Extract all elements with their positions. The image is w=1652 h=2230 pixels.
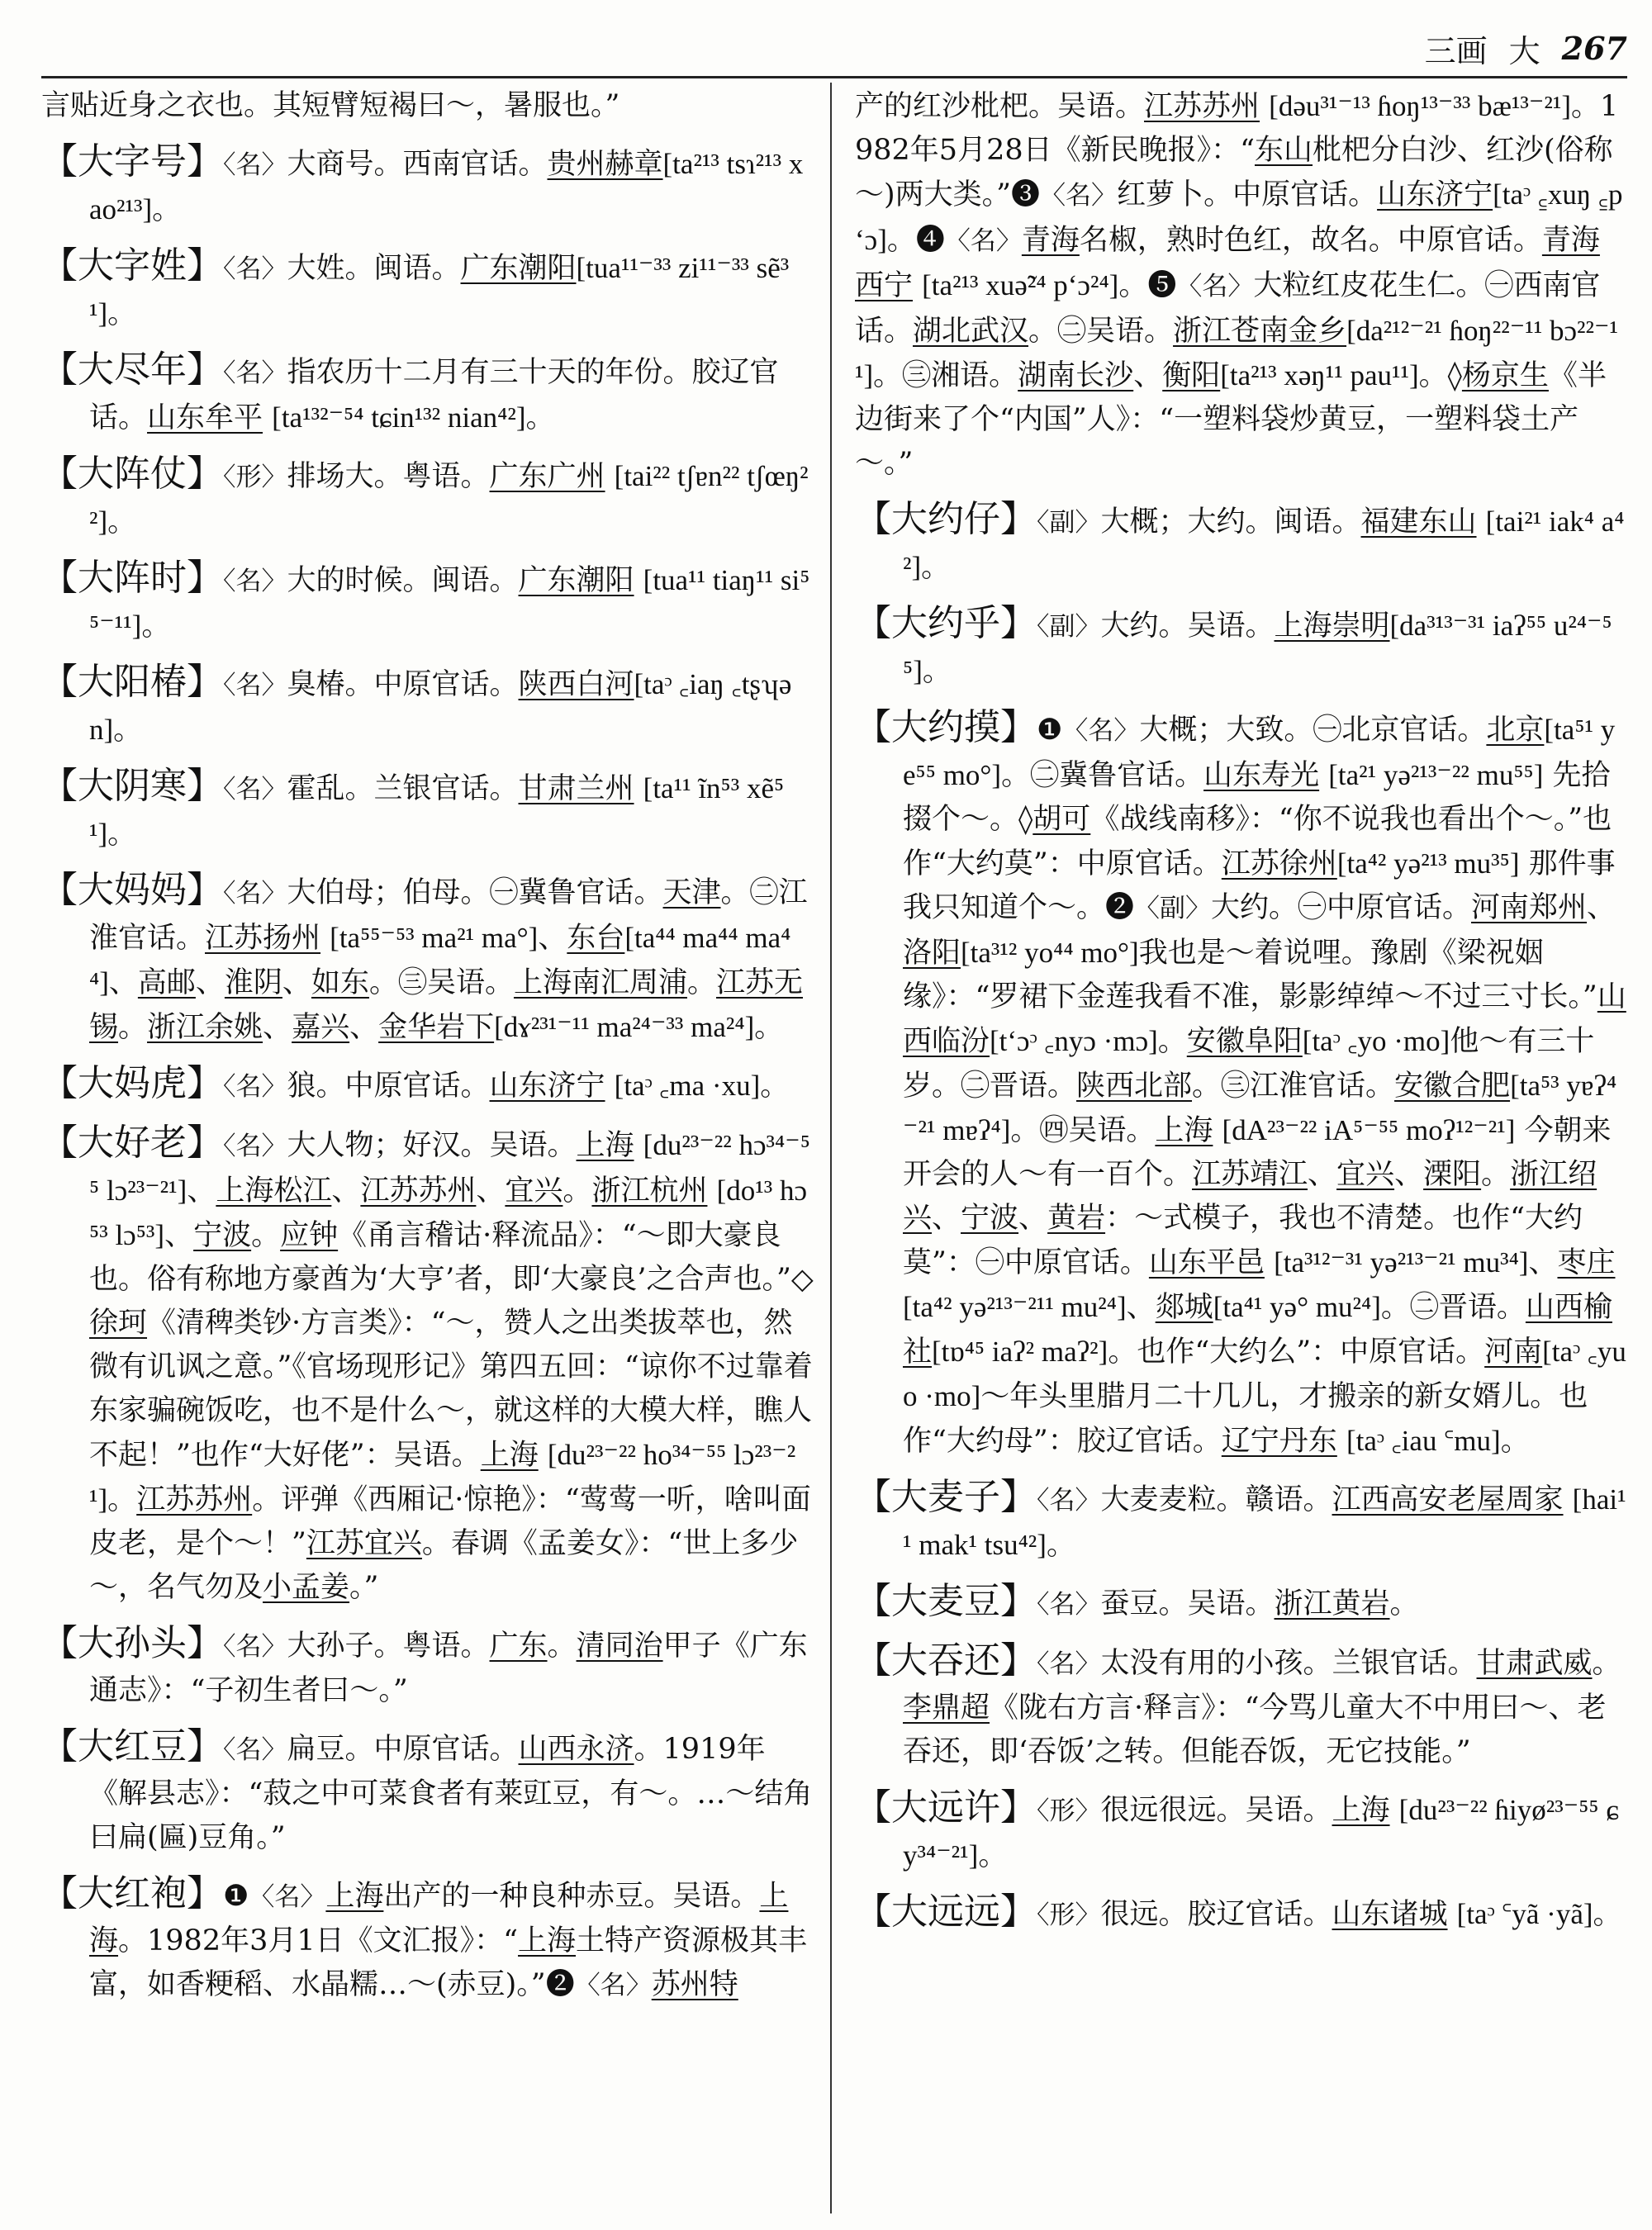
dictionary-entry: 【大吞还】〈名〉太没有用的小孩。兰银官话。甘肃武威。李鼎超《陇右方言·释言》：“今骂儿童大不中用曰～、老吞还，即‘吞饭’之转。但能吞饭，无它技能。” [855,1639,1621,1768]
place-name: 上海 [518,1924,577,1957]
place-name: 嘉兴 [292,1011,350,1044]
part-of-speech: 〈名〉 [223,1132,287,1161]
pronunciation: [ta⁴⁴ ma⁴⁴ ma⁴⁴] [89,922,791,999]
part-of-speech: 〈名〉 [223,150,287,180]
place-name: 溧阳 [1423,1158,1482,1191]
place-name: 山东牟平 [147,401,263,434]
pronunciation: [tʻɔᵓ ꜀nyɔ ·mɔ] [990,1025,1158,1057]
place-name: 东台 [567,922,625,955]
entry-headword: 【大阵时】 [41,557,223,599]
part-of-speech: 〈名〉 [223,1072,287,1102]
part-of-speech: 〈名〉 [223,254,287,284]
entry-headword: 【大妈虎】 [41,1062,223,1104]
place-name: 宁波 [961,1202,1019,1235]
entry-headword: 【大吞还】 [855,1639,1037,1682]
dictionary-entry: 【大阴寒】〈名〉霍乱。兰银官话。甘肃兰州 [ta¹¹ ĩn⁵³ xẽ⁵¹]。 [41,765,785,851]
part-of-speech: 〈副〉 [1037,612,1101,642]
place-name: 江苏宜兴 [306,1527,422,1560]
dictionary-entry: 【大远远】〈形〉很远。胶辽官话。山东诸城 [taᵓ ꜂yã ·yã]。 [855,1891,1622,1933]
place-name: 江苏苏州 [136,1483,253,1516]
place-name: 上海 [325,1880,384,1913]
entry-headword: 【大约仔】 [855,498,1037,540]
dictionary-entry: 【大约乎】〈副〉大约。吴语。上海崇明[da³¹³⁻³¹ iaʔ⁵⁵ u²⁴⁻⁵⁵]。 [855,602,1612,688]
pronunciation: [taᵓ ꜀iaŋ ꜀tʂʮən] [89,668,792,746]
pronunciation: [ta²¹³ xəŋ¹¹ pau¹¹] [1220,359,1419,391]
place-name: 广东潮阳 [518,564,634,597]
place-name: 金华岩下 [378,1011,495,1044]
place-name: 安徽合肥 [1394,1070,1511,1103]
place-name: 宜兴 [505,1174,563,1208]
column-divider [830,83,832,2213]
place-name: 江苏苏州 [360,1174,477,1208]
pronunciation: [da²¹²⁻²¹ ɦoŋ²²⁻¹¹ bɔ²²⁻¹¹] [855,315,1618,391]
place-name: 上海 [480,1439,539,1472]
page-header [1338,23,1627,73]
dictionary-entry: 【大红袍】❶〈名〉上海出产的一种良种赤豆。吴语。上海。1982年3月1日《文汇报》：“上海土特产资源极其丰富，如香粳稻、水晶糯…～(赤豆)。”❷〈名〉苏州特 [41,1872,808,2001]
pronunciation: [tua¹¹ tiaŋ¹¹ si⁵⁵⁻¹¹] [89,564,810,642]
dictionary-entry: 【大孙头】〈名〉大孙子。粤语。广东。清同治甲子《广东通志》：“子初生者曰～。” [41,1622,808,1707]
part-of-speech: 〈名〉 [1037,1486,1101,1516]
place-name: 山东济宁 [1377,178,1493,211]
place-name: 广东广州 [489,460,605,493]
place-name: 宜兴 [1336,1158,1395,1191]
pronunciation: [taᵓ ꜀iau ꜂mu] [1346,1425,1501,1457]
entry-headword: 【大远远】 [855,1891,1037,1933]
part-of-speech: 〈名〉 [1062,716,1140,746]
header-rule [41,76,1627,78]
pronunciation: [ta²¹³ xuə̃²⁴ pʻɔ²⁴] [922,269,1119,301]
place-name: 上海 [89,1880,789,1957]
right-column [855,84,1627,1949]
place-name: 浙江绍兴 [903,1158,1597,1235]
pronunciation: [ta⁵³ yɐʔ⁴⁻²¹ mɐʔ⁴] [903,1070,1617,1146]
pronunciation: [dɤ²³¹⁻¹¹ ma²⁴⁻³³ ma²⁴] [494,1011,755,1043]
dictionary-entry: 【大阵时】〈名〉大的时候。闽语。广东潮阳 [tua¹¹ tiaŋ¹¹ si⁵⁵⁻¹¹]。 [41,557,810,643]
pronunciation: [du²³⁻²² hɔ³⁴⁻⁵⁵ lɔ²³⁻²¹] [89,1129,810,1207]
entry-headword: 【大尽年】 [41,349,223,391]
dictionary-entry: 产的红沙枇杷。吴语。江苏苏州 [dəu³¹⁻¹³ ɦoŋ¹³⁻³³ bæ¹³⁻²¹]。1982年5月28日《新民晚报》：“东山枇杷分白沙、红沙(俗称～)两大类。”❸〈名〉红萝卜。中原官话。山东济宁[taᵓ ꜁xuŋ ꜁pʻɔ]。❹〈名〉青海名椒，熟时色红，故名。中原官话。青海西宁 [ta²¹³ xuə̃²⁴ pʻɔ²⁴]。❺〈名〉大粒红皮花生仁。㊀西南官话。湖北武汉。㊁吴语。浙江苍南金乡[da²¹²⁻²¹ ɦoŋ²²⁻¹¹ bɔ²²⁻¹¹]。㊂湘语。湖南长沙、衡阳[ta²¹³ xəŋ¹¹ pau¹¹]。◊杨京生《半边街来了个“内国”人》：“一塑料袋炒黄豆，一塑料袋土产～。” [855,90,1623,480]
place-name: 浙江杭州 [591,1174,708,1208]
place-name: 胡可 [1032,803,1091,836]
place-name: 青海 [1021,224,1080,257]
dictionary-entry: 【大约仔】〈副〉大概；大约。闽语。福建东山 [tai²¹ iak⁴ a⁴²]。 [855,498,1625,584]
place-name: 山东济宁 [489,1070,605,1103]
place-name: 甘肃武威 [1476,1647,1593,1680]
entry-headword: 【大远许】 [855,1786,1037,1829]
place-name: 陕西北部 [1076,1070,1193,1103]
place-name: 浙江余姚 [147,1011,263,1044]
dictionary-entry: 【大字号】〈名〉大商号。西南官话。贵州赫章[ta²¹³ tsɿ²¹³ xao²¹³]。 [41,140,804,226]
place-name: 青海西宁 [855,224,1600,302]
place-name: 清同治 [576,1630,663,1663]
entry-headword: 【大约摸】 [855,706,1037,748]
place-name: 江苏徐州 [1221,847,1337,880]
part-of-speech: 〈名〉 [223,775,287,804]
place-name: 山东诸城 [1332,1898,1448,1931]
place-name: 东山 [1255,134,1313,167]
pronunciation: [ta¹¹ ĩn⁵³ xẽ⁵¹] [89,772,785,850]
pronunciation: [da³¹³⁻³¹ iaʔ⁵⁵ u²⁴⁻⁵⁵] [903,610,1612,687]
pronunciation: [tai²² tʃɐn²² tʃœŋ²²] [89,460,809,538]
pronunciation: [hai¹¹ mak¹ tsu⁴²] [903,1483,1626,1561]
pronunciation: [ta⁴¹ yə° mu²⁴] [1213,1291,1381,1323]
dictionary-entry: 言贴近身之衣也。其短臂短褐曰～，暑服也。” [41,89,620,122]
place-name: 天津 [662,876,721,909]
dictionary-entry: 【大约摸】❶〈名〉大概；大致。㊀北京官话。北京[ta⁵¹ ye⁵⁵ mo°]。㊁冀鲁官话。山东寿光 [ta²¹ yə²¹³⁻²² mu⁵⁵] 先拾掇个～。◊胡可《战线南移》：“你不说我也看出个～。”也作“大约莫”：中原官话。江苏徐州[ta⁴² yə²¹³ mu³⁵] 那件事我只知道个～。❷〈副〉大约。㊀中原官话。河南郑州、洛阳[ta³¹² yo⁴⁴ mo°]我也是～着说哩。豫剧《梁祝姻缘》：“罗裙下金莲我看不准，影影绰绰～不过三寸长。”山西临汾[tʻɔᵓ ꜀nyɔ ·mɔ]。安徽阜阳[taᵓ ꜀yo ·mo]他～有三十岁。㊁晋语。陕西北部。㊂江淮官话。安徽合肥[ta⁵³ yɐʔ⁴⁻²¹ mɐʔ⁴]。㊃吴语。上海 [dA²³⁻²² iA⁵⁻⁵⁵ moʔ¹²⁻²¹] 今朝来开会的人～有一百个。江苏靖江、宜兴、溧阳。浙江绍兴、宁波、黄岩：～式模子，我也不清楚。也作“大约莫”：㊀中原官话。山东平邑 [ta³¹²⁻³¹ yə²¹³⁻²¹ mu³⁴]、枣庄 [ta⁴² yə²¹³⁻²¹¹ mu²⁴]、郯城[ta⁴¹ yə° mu²⁴]。㊁晋语。山西榆社[tɒ⁴⁵ iaʔ² maʔ²]。也作“大约么”：中原官话。河南[taᵓ ꜀yuo ·mo]～年头里腊月二十几儿，才搬亲的新女婿儿。也作“大约母”：胶辽官话。辽宁丹东 [taᵓ ꜀iau ꜂mu]。 [855,706,1626,1458]
entry-headword: 【大麦子】 [855,1476,1037,1518]
pronunciation: [dəu³¹⁻¹³ ɦoŋ¹³⁻³³ bæ¹³⁻²¹] [1269,90,1572,122]
place-name: 应钟 [280,1219,339,1252]
part-of-speech: 〈形〉 [1037,1900,1101,1930]
pronunciation: [dA²³⁻²² iA⁵⁻⁵⁵ moʔ¹²⁻²¹] [1222,1114,1516,1146]
place-name: 山西临汾 [903,980,1626,1058]
dictionary-entry: 【大字姓】〈名〉大姓。闽语。广东潮阳[tua¹¹⁻³³ zi¹¹⁻³³ sẽ³¹]。 [41,244,790,330]
part-of-speech: 〈副〉 [1134,894,1212,923]
pronunciation: [ta⁴² yə²¹³⁻²¹¹ mu²⁴] [903,1291,1127,1323]
pronunciation: [do¹³ hɔ⁵³ lɔ⁵³] [89,1174,808,1251]
page-number: 267 [1561,29,1627,67]
place-name: 江西高安老屋周家 [1332,1483,1564,1516]
dictionary-entry: 【大尽年】〈名〉指农历十二月有三十天的年份。胶辽官话。山东牟平 [ta¹³²⁻⁵⁴ tɕin¹³² nian⁴²]。 [41,349,779,434]
left-column [41,84,814,2019]
entry-headword: 【大阴寒】 [41,765,223,807]
dictionary-entry: 【大阳椿】〈名〉臭椿。中原官话。陕西白河[taᵓ ꜀iaŋ ꜀tʂʮən]。 [41,661,792,747]
place-name: 江苏无锡 [89,966,804,1044]
part-of-speech: 〈名〉 [223,671,287,700]
place-name: 辽宁丹东 [1221,1425,1337,1458]
place-name: 衡阳 [1162,359,1221,392]
place-name: 湖北武汉 [913,315,1029,348]
entry-headword: 【大字号】 [41,140,223,183]
place-name: 山东寿光 [1203,759,1320,792]
pronunciation: [ta⁴² yə²¹³ mu³⁵] [1336,847,1520,880]
place-name: 河南郑州 [1471,891,1588,924]
place-name: 黄岩 [1047,1202,1106,1235]
part-of-speech: 〈形〉 [223,463,287,492]
pronunciation: [taᵓ ꜂yã ·yã] [1456,1898,1593,1930]
dictionary-entry: 【大妈虎】〈名〉狼。中原官话。山东济宁 [taᵓ ꜀ma ·xu]。 [41,1062,790,1104]
part-of-speech: 〈名〉 [574,1971,652,2000]
place-name: 甘肃兰州 [518,772,634,805]
part-of-speech: 〈名〉 [223,1735,287,1765]
part-of-speech: 〈名〉 [223,1632,287,1662]
pronunciation: [taᵓ ꜀ma ·xu] [614,1070,761,1102]
part-of-speech: 〈形〉 [1037,1796,1101,1826]
place-name: 湖南长沙 [1018,359,1134,392]
place-name: 上海松江 [216,1174,332,1208]
part-of-speech: 〈名〉 [1040,181,1118,211]
place-name: 高邮 [137,966,196,999]
place-name: 上海 [576,1129,634,1162]
place-name: 洛阳 [903,937,961,970]
part-of-speech: 〈名〉 [1037,1649,1101,1679]
part-of-speech: 〈副〉 [1037,508,1101,538]
entry-headword: 【大约乎】 [855,602,1037,644]
place-name: 上海 [1155,1114,1213,1147]
entry-headword: 【大妈妈】 [41,869,223,911]
place-name: 广东 [489,1630,548,1663]
part-of-speech: 〈名〉 [249,1882,326,1912]
place-name: 福建东山 [1360,505,1477,539]
place-name: 郯城 [1155,1291,1213,1324]
place-name: 淮阴 [224,966,282,999]
place-name: 徐珂 [89,1307,148,1340]
pronunciation: [ta²¹³ tsɿ²¹³ xao²¹³] [89,148,804,225]
pronunciation: [ta⁵¹ ye⁵⁵ mo°] [903,714,1616,791]
pronunciation: [du²³⁻²² ɦiyø²³⁻⁵⁵ ɕy³⁴⁻²¹] [903,1794,1619,1872]
pronunciation: [ta⁵⁵⁻⁵³ ma²¹ ma°] [330,922,539,954]
pronunciation: [ta¹³²⁻⁵⁴ tɕin¹³² nian⁴²] [272,401,526,434]
place-name: 广东潮阳 [460,252,577,285]
pronunciation: [ta²¹ yə²¹³⁻²² mu⁵⁵] [1328,759,1544,791]
place-name: 江苏靖江 [1192,1158,1308,1191]
dictionary-entry: 【大远许】〈形〉很远很远。吴语。上海 [du²³⁻²² ɦiyø²³⁻⁵⁵ ɕy³⁴⁻²¹]。 [855,1786,1619,1872]
pronunciation: [taᵓ ꜁xuŋ ꜁pʻɔ] [855,178,1623,256]
place-name: 山西永济 [518,1733,634,1766]
dictionary-entry: 【大阵仗】〈形〉排场大。粤语。广东广州 [tai²² tʃɐn²² tʃœŋ²²]。 [41,453,809,539]
part-of-speech: 〈名〉 [944,226,1022,256]
section-char: 大 [1508,32,1540,69]
place-name: 宁波 [193,1219,252,1252]
place-name: 山西榆社 [903,1291,1612,1369]
pronunciation: [taᵓ ꜀yuo ·mo] [903,1336,1626,1412]
pronunciation: [ta³¹²⁻³¹ yə²¹³⁻²¹ mu³⁴] [1274,1246,1529,1279]
entry-headword: 【大阳椿】 [41,661,223,703]
place-name: 枣庄 [1557,1246,1616,1279]
place-name: 浙江黄岩 [1274,1587,1390,1620]
place-name: 浙江苍南金乡 [1173,315,1347,348]
place-name: 上海 [1332,1794,1390,1827]
pronunciation: [ta³¹² yo⁴⁴ mo°] [961,937,1139,969]
place-name: 江苏苏州 [1144,90,1260,123]
pronunciation: [du²³⁻²² ho³⁴⁻⁵⁵ lɔ²³⁻²¹] [89,1439,796,1516]
entry-headword: 【大麦豆】 [855,1580,1037,1622]
part-of-speech: 〈名〉 [223,879,287,909]
place-name: 山东平邑 [1148,1246,1265,1279]
dictionary-entry: 【大麦子】〈名〉大麦麦粒。赣语。江西高安老屋周家 [hai¹¹ mak¹ tsu⁴²]。 [855,1476,1626,1562]
place-name: 杨京生 [1461,359,1549,392]
section-label: 三画 [1424,32,1488,69]
part-of-speech: 〈名〉 [1176,272,1254,301]
entry-headword: 【大孙头】 [41,1622,223,1664]
place-name: 李鼎超 [903,1691,990,1725]
place-name: 贵州赫章 [547,148,663,181]
entry-headword: 【大字姓】 [41,244,223,287]
place-name: 江苏扬州 [205,922,321,955]
pronunciation: [taᵓ ꜀yo ·mo] [1302,1025,1450,1057]
entry-headword: 【大红豆】 [41,1725,223,1767]
place-name: 陕西白河 [518,668,634,701]
entry-headword: 【大阵仗】 [41,453,223,495]
dictionary-entry: 【大麦豆】〈名〉蚕豆。吴语。浙江黄岩。 [855,1580,1419,1622]
place-name: 北京 [1486,714,1545,747]
place-name: 上海崇明 [1274,610,1390,643]
place-name: 苏州特 [651,1968,738,2001]
dictionary-entry: 【大妈妈】〈名〉大伯母；伯母。㊀冀鲁官话。天津。㊁江淮官话。江苏扬州 [ta⁵⁵⁻⁵³ ma²¹ ma°]、东台[ta⁴⁴ ma⁴⁴ ma⁴⁴]、高邮、淮阴、如东。㊂吴语。上海南汇周浦。江苏无锡。浙江余姚、嘉兴、金华岩下[dɤ²³¹⁻¹¹ ma²⁴⁻³³ ma²⁴]。 [41,869,808,1044]
entry-headword: 【大好老】 [41,1122,223,1164]
part-of-speech: 〈名〉 [1037,1590,1101,1620]
place-name: 安徽阜阳 [1186,1025,1303,1058]
pronunciation: [tɒ⁴⁵ iaʔ² maʔ²] [932,1336,1108,1368]
place-name: 小孟姜 [263,1571,350,1604]
place-name: 河南 [1484,1336,1543,1369]
part-of-speech: 〈名〉 [223,358,287,388]
pronunciation: [tai²¹ iak⁴ a⁴²] [903,505,1625,583]
entry-headword: 【大红袍】 [41,1872,223,1914]
dictionary-entry: 【大好老】〈名〉大人物；好汉。吴语。上海 [du²³⁻²² hɔ³⁴⁻⁵⁵ lɔ²³⁻²¹]、上海松江、江苏苏州、宜兴。浙江杭州 [do¹³ hɔ⁵³ lɔ⁵³]、宁波。应钟《甬言稽诂·释流品》：“～即大豪良也。俗有称地方豪酋为‘大亨’者，即‘大豪良’之合声也。”◇徐珂《清稗类钞·方言类》：“～，赞人之出类拔萃也，然微有讥讽之意。”《官场现形记》第四五回：“谅你不过靠着东家骗碗饭吃，也不是什么～，就这样的大模大样，瞧人不起！”也作“大好佬”：吴语。上海 [du²³⁻²² ho³⁴⁻⁵⁵ lɔ²³⁻²¹]。江苏苏州。评弹《西厢记·惊艳》：“莺莺一听，啥叫面皮老，是个～！”江苏宜兴。春调《孟姜女》：“世上多少～，名气勿及小孟姜。” [41,1122,814,1604]
dictionary-entry: 【大红豆】〈名〉扁豆。中原官话。山西永济。1919年《解县志》：“菽之中可菜食者有莱豇豆，有～。…～结角曰扁(匾)豆角。” [41,1725,813,1854]
part-of-speech: 〈名〉 [223,567,287,596]
pronunciation: [tua¹¹⁻³³ zi¹¹⁻³³ sẽ³¹] [89,252,790,330]
place-name: 上海南汇周浦 [513,966,687,999]
place-name: 如东 [311,966,369,999]
